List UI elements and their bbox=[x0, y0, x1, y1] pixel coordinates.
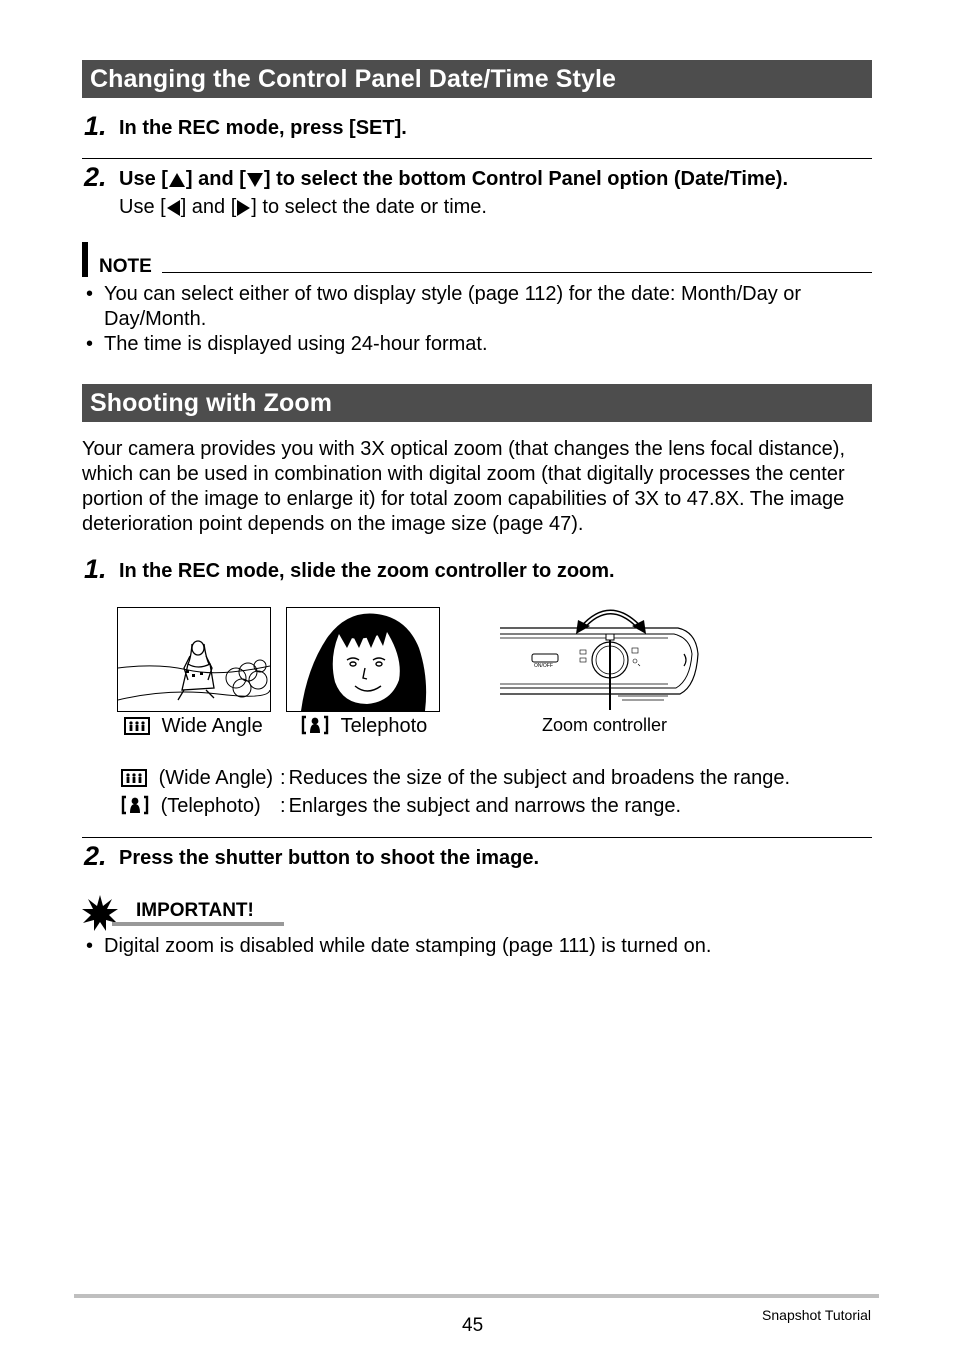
intro-paragraph: Your camera provides you with 3X optical zoom (that changes the lens focal distance), which can be used in combination with digital zoom (that digitally processes the center portion of the image to enlarge it) for total zoom capabilities of 3X to 47.8X. The image deterioration point depends on the image size (page 47). bbox=[82, 438, 846, 535]
caption-text: Wide Angle bbox=[161, 715, 263, 737]
bullet-text: The time is displayed using 24-hour format. bbox=[104, 333, 488, 355]
step-text: Press the shutter button to shoot the image. bbox=[119, 847, 540, 869]
definition-desc bbox=[280, 766, 790, 791]
bullet-dot: • bbox=[86, 283, 94, 305]
footer-section-title: Snapshot Tutorial bbox=[762, 1307, 871, 1323]
step-text-part: ] to select the date or time. bbox=[251, 196, 487, 218]
step-number: 2. bbox=[84, 162, 107, 192]
wide-angle-icon bbox=[121, 769, 147, 787]
section-header-datetime-style bbox=[82, 60, 872, 98]
important-underline bbox=[112, 922, 284, 926]
definition-text: Enlarges the subject and narrows the range. bbox=[288, 795, 682, 817]
wide-angle-illustration bbox=[117, 607, 271, 712]
definition-colon: : bbox=[280, 795, 286, 817]
caption-telephoto bbox=[301, 714, 427, 739]
step-text-part: Use [ bbox=[119, 196, 166, 218]
step-text bbox=[119, 168, 788, 191]
bullet-dot: • bbox=[86, 935, 94, 957]
camera-zoom-controller-icon bbox=[498, 598, 702, 710]
page-number: 45 bbox=[462, 1315, 484, 1336]
definition-term: (Wide Angle) bbox=[158, 767, 274, 789]
caption-text: Telephoto bbox=[340, 715, 428, 737]
step-text-part: ] and [ bbox=[185, 168, 246, 190]
telephoto-portrait-icon bbox=[287, 608, 439, 711]
bullet-text: You can select either of two display style (page 112) for the date: Month/Day or Day/Month. bbox=[104, 283, 802, 330]
definition-text: Reduces the size of the subject and broadens the range. bbox=[288, 767, 791, 789]
down-arrow-icon bbox=[247, 173, 263, 187]
step-text: In the REC mode, slide the zoom controller to zoom. bbox=[119, 560, 615, 582]
list-item bbox=[82, 282, 872, 334]
section-title: Shooting with Zoom bbox=[90, 389, 333, 417]
caption-zoom-controller: Zoom controller bbox=[542, 715, 668, 735]
step-number: 1. bbox=[84, 111, 107, 141]
telephoto-illustration bbox=[286, 607, 440, 712]
step-subtext bbox=[119, 195, 487, 220]
definition-wide-angle bbox=[121, 766, 273, 791]
section-title: Changing the Control Panel Date/Time Style bbox=[90, 65, 617, 93]
definition-term: (Telephoto) bbox=[160, 795, 261, 817]
bullet-text: Digital zoom is disabled while date stamping (page 111) is turned on. bbox=[104, 935, 712, 957]
onoff-label: ON/OFF bbox=[534, 663, 553, 669]
definition-colon: : bbox=[280, 767, 286, 789]
footer-rule bbox=[74, 1294, 879, 1298]
step-text-part: ] to select the bottom Control Panel option (Date/Time). bbox=[263, 168, 788, 190]
step-text: In the REC mode, press [SET]. bbox=[119, 117, 407, 139]
wide-angle-scene-icon bbox=[118, 608, 270, 711]
step-number: 1. bbox=[84, 554, 107, 584]
left-arrow-icon bbox=[167, 200, 180, 216]
step-text-part: Use [ bbox=[119, 168, 168, 190]
divider bbox=[82, 158, 872, 159]
important-label: IMPORTANT! bbox=[136, 900, 254, 921]
telephoto-icon bbox=[301, 715, 329, 735]
right-arrow-icon bbox=[237, 200, 250, 216]
caption-wide-angle bbox=[124, 714, 263, 739]
wide-angle-icon bbox=[124, 717, 150, 735]
step-text-part: ] and [ bbox=[180, 196, 237, 218]
section-header-zoom bbox=[82, 384, 872, 422]
definition-telephoto bbox=[121, 794, 261, 819]
step-number: 2. bbox=[84, 841, 107, 871]
telephoto-icon bbox=[121, 795, 149, 815]
note-marker bbox=[82, 242, 88, 277]
bullet-dot: • bbox=[86, 333, 94, 355]
camera-top-illustration bbox=[498, 598, 702, 710]
note-rule bbox=[162, 272, 872, 273]
note-label: NOTE bbox=[99, 256, 152, 277]
definition-desc bbox=[280, 794, 681, 819]
up-arrow-icon bbox=[169, 173, 185, 187]
divider bbox=[82, 837, 872, 838]
